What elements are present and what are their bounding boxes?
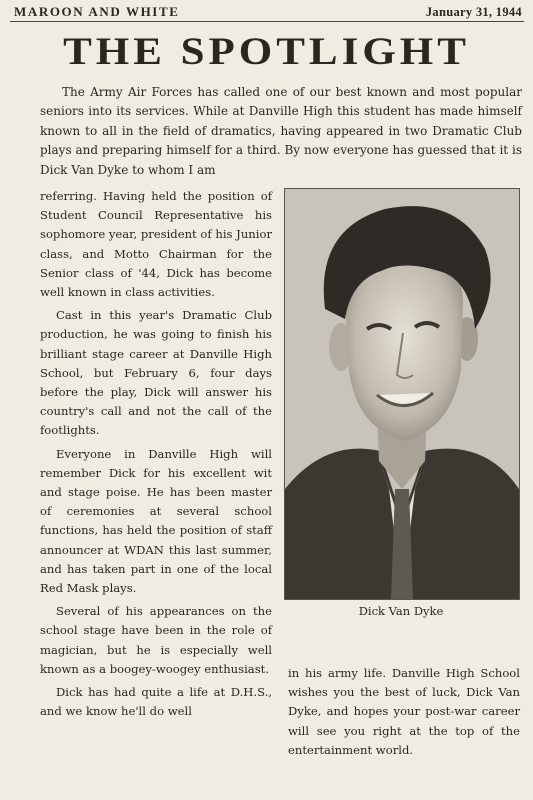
left-paragraph-4: Several of his appearances on the school stage have been in the role of magician, but he is especially well known as a boogey-woogey enthusiast. [40,604,272,676]
portrait-photo [284,188,520,600]
article-intro [40,83,522,180]
left-column [40,187,272,725]
left-paragraph-2: Cast in this year's Dramatic Club production, he was going to finish his brilliant stage career at Danville High School, but February 6, four days before the play, Dick will answer his country's call and not the call of the footlights. [40,308,272,438]
right-column [288,664,520,760]
photo-caption: Dick Van Dyke [358,604,444,618]
header-rule [10,21,524,22]
left-paragraph-5: Dick has had quite a life at D.H.S., and we know he'll do well [40,685,272,719]
publication-name: MAROON AND WHITE [14,4,180,19]
right-paragraph: in his army life. Danville High School wishes you the best of luck, Dick Van Dyke, and hopes your post-war career will see you right at the top of the entertainment world. [288,666,520,757]
issue-date: January 31, 1944 [425,5,522,19]
portrait-illustration [285,189,519,599]
intro-paragraph: The Army Air Forces has called one of our best known and most popular seniors into its services. While at Danville High this student has made himself known to all in the field of dramatics, having appeared in two Dramatic Club plays and preparing himself for a third. By now everyone has guessed that it is Dick Van Dyke to whom I am [40,85,522,177]
article-title: THE SPOTLIGHT [63,29,470,74]
left-paragraph-1: referring. Having held the position of Student Council Representative his sophomore year, president of his Junior class, and Motto Chairman for the Senior class of '44, Dick has become well known in class activities. [40,189,272,300]
page-header [14,4,522,20]
left-paragraph-3: Everyone in Danville High will remember Dick for his excellent wit and stage poise. He has been master of ceremonies at several school functions, has held the position of staff announcer at WDAN this last summer, and has taken part in one of the local Red Mask plays. [40,446,272,596]
